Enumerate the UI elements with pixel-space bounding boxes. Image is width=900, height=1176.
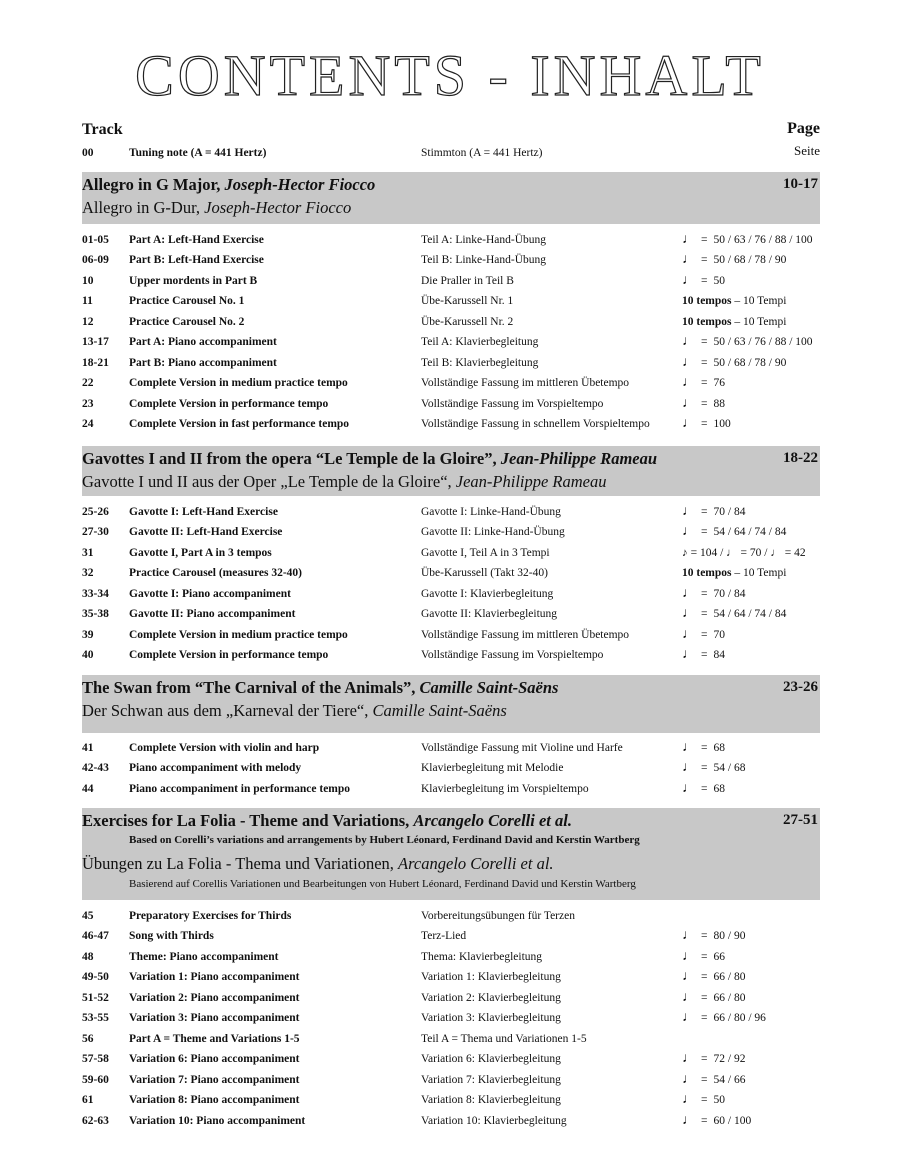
track-row xyxy=(82,1008,822,1028)
track-row xyxy=(82,563,822,583)
quarter-note-icon: ♩ xyxy=(682,1071,696,1087)
track-title-en: Practice Carousel (measures 32-40) xyxy=(129,567,302,580)
section-name-de: Allegro in G-Dur, xyxy=(82,198,205,217)
track-row xyxy=(82,1090,822,1110)
tempo-values: 50 / 68 / 78 / 90 xyxy=(713,356,787,369)
section-name-en: Gavottes I and II from the opera “Le Temple de la Gloire”, xyxy=(82,449,501,468)
track-title-en: Variation 6: Piano accompaniment xyxy=(129,1053,300,1066)
track-row xyxy=(82,988,822,1008)
track-number: 32 xyxy=(82,567,94,580)
track-tempo xyxy=(682,988,745,1008)
track-title-de: Vollständige Fassung im Vorspieltempo xyxy=(421,649,604,662)
equals-sign: = xyxy=(701,742,708,754)
track-title-de: Übe-Karussell (Takt 32-40) xyxy=(421,567,548,580)
track-number: 33-34 xyxy=(82,587,109,600)
tempo-values: 70 / 84 xyxy=(713,587,746,600)
track-title-de: Gavotte I: Klavierbegleitung xyxy=(421,587,554,600)
quarter-note-icon: ♩ xyxy=(682,626,696,642)
track-row xyxy=(82,584,822,604)
track-number: 44 xyxy=(82,782,94,795)
quarter-note-icon: ♩ xyxy=(682,606,696,622)
quarter-note-icon: ♩ xyxy=(682,740,696,755)
track-title-en: Piano accompaniment in performance tempo xyxy=(129,782,351,795)
track-tempo xyxy=(682,967,745,987)
section-title-de xyxy=(82,854,554,874)
track-title-de: Teil B: Linke-Hand-Übung xyxy=(421,254,547,267)
tempi-count: – 10 Tempi xyxy=(731,315,787,328)
track-tempo xyxy=(682,414,731,434)
tempo-values: 66 / 80 xyxy=(713,971,746,984)
equals-sign: = xyxy=(701,1053,708,1066)
track-row xyxy=(82,250,822,270)
quarter-note-icon: ♩ xyxy=(682,928,696,944)
quarter-note-icon: ♩ xyxy=(682,1092,696,1108)
track-number: 01-05 xyxy=(82,234,109,246)
track-tempo xyxy=(682,947,725,967)
track-title-de: Thema: Klavierbegleitung xyxy=(421,950,543,963)
quarter-note-icon: ♩ xyxy=(682,334,696,350)
track-number: 40 xyxy=(82,649,94,662)
quarter-note-icon: ♩ xyxy=(682,989,696,1005)
quarter-note-icon: ♩ xyxy=(682,780,696,796)
track-tempo xyxy=(682,779,725,799)
track-row xyxy=(82,926,822,946)
tempo-values: 60 / 100 xyxy=(713,1114,752,1127)
track-title-en: Practice Carousel No. 2 xyxy=(129,315,245,328)
section-title-de xyxy=(82,198,351,218)
section-header xyxy=(82,172,820,224)
equals-sign: = xyxy=(701,1073,708,1086)
track-tempo xyxy=(682,394,725,414)
track-title-de: Variation 7: Klavierbegleitung xyxy=(421,1073,561,1086)
equals-sign: = xyxy=(701,782,708,795)
track-title-de: Variation 1: Klavierbegleitung xyxy=(421,971,561,984)
equals-sign: = xyxy=(701,1094,708,1107)
track-tempo xyxy=(682,250,786,270)
track-title-de: Variation 2: Klavierbegleitung xyxy=(421,991,561,1004)
track-tempo xyxy=(682,271,725,291)
section-header xyxy=(82,675,820,733)
quarter-note-icon: ♩ xyxy=(682,760,696,776)
track-row xyxy=(82,947,822,967)
track-title-en: Complete Version in performance tempo xyxy=(129,397,329,410)
section-name-de: Gavotte I und II aus der Oper „Le Temple de la Gloire“, xyxy=(82,472,456,491)
quarter-note-icon: ♩ xyxy=(682,395,696,411)
track-tempo xyxy=(682,563,786,583)
track-tempo xyxy=(682,584,745,604)
track-title-en: Part B: Left-Hand Exercise xyxy=(129,254,264,267)
track-title-de: Übe-Karussell Nr. 2 xyxy=(421,315,514,328)
track-title-en: Upper mordents in Part B xyxy=(129,274,258,287)
track-number: 12 xyxy=(82,315,94,328)
section-pages: 27-51 xyxy=(783,812,818,828)
track-row xyxy=(82,522,822,542)
track-title-de: Stimmton (A = 441 Hertz) xyxy=(421,147,543,159)
track-number: 48 xyxy=(82,950,94,963)
quarter-note-icon: ♩ xyxy=(682,504,696,519)
track-title-en: Song with Thirds xyxy=(129,930,214,943)
track-number: 13-17 xyxy=(82,336,109,349)
track-tempo xyxy=(682,312,786,332)
equals-sign: = xyxy=(701,608,708,621)
quarter-note-icon: ♩ xyxy=(682,948,696,964)
tempo-values: 54 / 64 / 74 / 84 xyxy=(713,526,787,539)
track-tempo xyxy=(682,230,813,250)
track-number: 53-55 xyxy=(82,1012,109,1025)
section-name-en: Allegro in G Major, xyxy=(82,175,225,194)
track-row xyxy=(82,1029,822,1049)
section-name-de: Übungen zu La Folia - Thema und Variationen, xyxy=(82,854,399,873)
track-title-de: Gavotte II: Klavierbegleitung xyxy=(421,608,558,621)
track-title-en: Gavotte I: Left-Hand Exercise xyxy=(129,506,278,518)
section-pages: 10-17 xyxy=(783,176,818,192)
track-title-en: Variation 10: Piano accompaniment xyxy=(129,1114,306,1127)
track-title-de: Gavotte II: Linke-Hand-Übung xyxy=(421,526,565,539)
track-tempo xyxy=(682,625,725,645)
tempo-values: 54 / 64 / 74 / 84 xyxy=(713,608,787,621)
tempo-values: 50 xyxy=(713,1094,725,1107)
section-subtitle-de: Basierend auf Corellis Variationen und Bearbeitungen von Hubert Léonard, Ferdinand David und Kerstin Wartberg xyxy=(129,878,636,890)
track-tempo xyxy=(682,353,786,373)
page-column-header: Page xyxy=(787,120,820,137)
section-composer-en: Arcangelo Corelli et al. xyxy=(413,811,572,830)
track-tempo xyxy=(682,645,725,665)
track-title-en: Gavotte I, Part A in 3 tempos xyxy=(129,546,272,559)
track-title-en: Part A = Theme and Variations 1-5 xyxy=(129,1032,300,1045)
section-composer-en: Camille Saint-Saëns xyxy=(419,678,559,697)
track-title-de: Vollständige Fassung im Vorspieltempo xyxy=(421,397,604,410)
track-title-de: Teil A: Linke-Hand-Übung xyxy=(421,234,547,246)
track-number: 51-52 xyxy=(82,991,109,1004)
equals-sign: = xyxy=(701,526,708,539)
tempo-values: 54 / 68 xyxy=(713,762,746,775)
track-row xyxy=(82,625,822,645)
section-title-de xyxy=(82,472,607,492)
track-title-en: Variation 1: Piano accompaniment xyxy=(129,971,300,984)
tempo-values: 88 xyxy=(713,397,725,410)
track-tempo xyxy=(682,1111,751,1131)
section-header xyxy=(82,446,820,496)
track-number: 25-26 xyxy=(82,506,109,518)
track-number: 61 xyxy=(82,1094,94,1107)
tempo-values: 70 / 84 xyxy=(713,506,746,518)
track-title-en: Variation 3: Piano accompaniment xyxy=(129,1012,300,1025)
track-number: 06-09 xyxy=(82,254,109,267)
track-title-de: Vollständige Fassung im mittleren Übetempo xyxy=(421,377,630,390)
track-row xyxy=(82,291,822,311)
track-title-en: Variation 2: Piano accompaniment xyxy=(129,991,300,1004)
track-tempo xyxy=(682,332,813,352)
tempos-count: 10 tempos xyxy=(682,567,732,580)
track-title-en: Complete Version in performance tempo xyxy=(129,649,329,662)
track-title-en: Complete Version in medium practice tempo xyxy=(129,628,348,641)
page-title: CONTENTS - INHALT xyxy=(135,43,765,108)
track-title-de: Terz-Lied xyxy=(421,930,467,943)
equals-sign: = xyxy=(701,950,708,963)
tempo-values: 50 / 63 / 76 / 88 / 100 xyxy=(713,336,813,349)
tempo-values: 66 / 80 xyxy=(713,991,746,1004)
track-title-en: Gavotte II: Piano accompaniment xyxy=(129,608,296,621)
tuning-row xyxy=(82,143,822,163)
track-row xyxy=(82,332,822,352)
track-title-en: Part A: Piano accompaniment xyxy=(129,336,277,349)
section-name-en: Exercises for La Folia - Theme and Variations, xyxy=(82,811,414,830)
track-title-de: Teil A: Klavierbegleitung xyxy=(421,336,539,349)
track-row xyxy=(82,312,822,332)
section-composer-de: Joseph-Hector Fiocco xyxy=(204,198,352,217)
track-number: 46-47 xyxy=(82,930,109,943)
tempo-values: 80 / 90 xyxy=(713,930,746,943)
track-row xyxy=(82,738,822,758)
track-tempo xyxy=(682,291,786,311)
track-title-de: Gavotte I: Linke-Hand-Übung xyxy=(421,506,561,518)
quarter-note-icon: ♩ xyxy=(682,375,696,391)
tempo-values: 50 / 68 / 78 / 90 xyxy=(713,254,787,267)
track-title-en: Variation 8: Piano accompaniment xyxy=(129,1094,300,1107)
track-row xyxy=(82,271,822,291)
equals-sign: = xyxy=(701,336,708,349)
equals-sign: = xyxy=(701,587,708,600)
tempo-values: 50 xyxy=(713,274,725,287)
track-title-en: Tuning note (A = 441 Hertz) xyxy=(129,147,267,159)
section-title-en xyxy=(82,175,375,195)
section-pages: 23-26 xyxy=(783,679,818,695)
section-title-en xyxy=(82,811,572,831)
equals-sign: = xyxy=(701,649,708,662)
track-row xyxy=(82,645,822,665)
tempo-values: 54 / 66 xyxy=(713,1073,746,1086)
track-tempo xyxy=(682,604,786,624)
track-title-de: Variation 10: Klavierbegleitung xyxy=(421,1114,567,1127)
track-title-en: Part B: Piano accompaniment xyxy=(129,356,277,369)
equals-sign: = xyxy=(701,1114,708,1127)
tempo-values: 68 xyxy=(713,782,725,795)
tempo-values: 66 xyxy=(713,950,725,963)
section-composer-en: Joseph-Hector Fiocco xyxy=(224,175,376,194)
track-title-de: Teil A = Thema und Variationen 1-5 xyxy=(421,1032,587,1045)
quarter-note-icon: ♩ xyxy=(682,585,696,601)
quarter-note-icon: ♩ xyxy=(682,416,696,432)
tempo-values: 70 xyxy=(713,628,725,641)
tempo-values: ♪ = 104 / ♩ = 70 / ♩ = 42 xyxy=(682,546,806,559)
track-row xyxy=(82,502,822,522)
tempos-count: 10 tempos xyxy=(682,295,732,308)
track-title-de: Vollständige Fassung im mittleren Übetempo xyxy=(421,628,630,641)
track-number: 31 xyxy=(82,546,94,559)
track-title-en: Preparatory Exercises for Thirds xyxy=(129,910,292,922)
track-title-en: Gavotte II: Left-Hand Exercise xyxy=(129,526,283,539)
track-title-de: Gavotte I, Teil A in 3 Tempi xyxy=(421,546,550,559)
track-number: 10 xyxy=(82,274,94,287)
track-row xyxy=(82,373,822,393)
track-number: 45 xyxy=(82,910,94,922)
track-tempo xyxy=(682,373,725,393)
tempi-count: – 10 Tempi xyxy=(731,567,787,580)
track-row xyxy=(82,353,822,373)
tempo-values: 68 xyxy=(713,742,725,754)
tempo-values: 100 xyxy=(713,418,731,431)
track-row xyxy=(82,414,822,434)
quarter-note-icon: ♩ xyxy=(682,1010,696,1026)
track-tempo xyxy=(682,1008,766,1028)
track-number: 62-63 xyxy=(82,1114,109,1127)
equals-sign: = xyxy=(701,234,708,246)
section-title-en xyxy=(82,449,657,469)
tempi-count: – 10 Tempi xyxy=(731,295,787,308)
track-tempo xyxy=(682,543,806,563)
track-title-de: Vollständige Fassung in schnellem Vorspieltempo xyxy=(421,418,650,431)
track-title-en: Theme: Piano accompaniment xyxy=(129,950,279,963)
track-title-de: Übe-Karussell Nr. 1 xyxy=(421,295,514,308)
track-row xyxy=(82,230,822,250)
track-title-de: Variation 6: Klavierbegleitung xyxy=(421,1053,561,1066)
track-title-de: Variation 8: Klavierbegleitung xyxy=(421,1094,561,1107)
tempo-values: 72 / 92 xyxy=(713,1053,746,1066)
track-tempo xyxy=(682,1049,745,1069)
track-title-en: Part A: Left-Hand Exercise xyxy=(129,234,264,246)
track-number: 35-38 xyxy=(82,608,109,621)
section-title-en xyxy=(82,678,558,698)
equals-sign: = xyxy=(701,930,708,943)
quarter-note-icon: ♩ xyxy=(682,354,696,370)
section-subtitle-en: Based on Corelli’s variations and arrangements by Hubert Léonard, Ferdinand David and Kerstin Wartberg xyxy=(129,834,640,846)
track-tempo xyxy=(682,1070,745,1090)
track-row xyxy=(82,967,822,987)
track-row xyxy=(82,1070,822,1090)
track-number: 56 xyxy=(82,1032,94,1045)
section-composer-de: Camille Saint-Saëns xyxy=(372,701,507,720)
tempo-values: 50 / 63 / 76 / 88 / 100 xyxy=(713,234,813,246)
track-number: 59-60 xyxy=(82,1073,109,1086)
track-number: 41 xyxy=(82,742,94,754)
track-number: 24 xyxy=(82,418,94,431)
track-title-de: Variation 3: Klavierbegleitung xyxy=(421,1012,561,1025)
track-title-en: Variation 7: Piano accompaniment xyxy=(129,1073,300,1086)
track-title-de: Teil B: Klavierbegleitung xyxy=(421,356,539,369)
track-tempo xyxy=(682,502,745,522)
equals-sign: = xyxy=(701,418,708,431)
track-tempo xyxy=(682,1090,725,1110)
equals-sign: = xyxy=(701,506,708,518)
equals-sign: = xyxy=(701,254,708,267)
quarter-note-icon: ♩ xyxy=(682,252,696,268)
section-pages: 18-22 xyxy=(783,450,818,466)
track-row xyxy=(82,1049,822,1069)
track-number: 00 xyxy=(82,147,94,159)
quarter-note-icon: ♩ xyxy=(682,969,696,985)
track-row xyxy=(82,394,822,414)
quarter-note-icon: ♩ xyxy=(682,272,696,288)
track-tempo xyxy=(682,926,745,946)
equals-sign: = xyxy=(701,397,708,410)
track-row xyxy=(82,758,822,778)
tempos-count: 10 tempos xyxy=(682,315,732,328)
track-number: 22 xyxy=(82,377,94,390)
track-number: 18-21 xyxy=(82,356,109,369)
track-title-de: Klavierbegleitung im Vorspieltempo xyxy=(421,782,589,795)
track-row xyxy=(82,779,822,799)
quarter-note-icon: ♩ xyxy=(682,1112,696,1128)
track-number: 42-43 xyxy=(82,762,109,775)
track-row xyxy=(82,906,822,926)
equals-sign: = xyxy=(701,377,708,390)
track-tempo xyxy=(682,522,786,542)
tempo-values: 76 xyxy=(713,377,725,390)
section-title-de xyxy=(82,701,507,721)
track-row xyxy=(82,543,822,563)
section-name-de: Der Schwan aus dem „Karneval der Tiere“, xyxy=(82,701,373,720)
track-row xyxy=(82,1111,822,1131)
track-column-header: Track xyxy=(82,121,123,138)
track-row xyxy=(82,604,822,624)
equals-sign: = xyxy=(701,971,708,984)
track-title-en: Complete Version in fast performance tempo xyxy=(129,418,350,431)
track-number: 27-30 xyxy=(82,526,109,539)
equals-sign: = xyxy=(701,628,708,641)
equals-sign: = xyxy=(701,762,708,775)
quarter-note-icon: ♩ xyxy=(682,647,696,663)
equals-sign: = xyxy=(701,1012,708,1025)
section-header xyxy=(82,808,820,900)
track-number: 57-58 xyxy=(82,1053,109,1066)
track-title-en: Gavotte I: Piano accompaniment xyxy=(129,587,291,600)
section-composer-de: Arcangelo Corelli et al. xyxy=(398,854,554,873)
tempo-values: 66 / 80 / 96 xyxy=(713,1012,766,1025)
track-title-de: Vollständige Fassung mit Violine und Harfe xyxy=(421,742,623,754)
track-number: 39 xyxy=(82,628,94,641)
seite-column-header: Seite xyxy=(794,143,820,158)
track-title-de: Vorbereitungsübungen für Terzen xyxy=(421,910,575,922)
section-composer-de: Jean-Philippe Rameau xyxy=(455,472,607,491)
quarter-note-icon: ♩ xyxy=(682,1051,696,1067)
equals-sign: = xyxy=(701,356,708,369)
track-tempo xyxy=(682,758,745,778)
track-number: 49-50 xyxy=(82,971,109,984)
section-name-en: The Swan from “The Carnival of the Animals”, xyxy=(82,678,420,697)
track-title-en: Complete Version with violin and harp xyxy=(129,742,320,754)
track-title-de: Klavierbegleitung mit Melodie xyxy=(421,762,564,775)
track-title-en: Complete Version in medium practice tempo xyxy=(129,377,348,390)
section-composer-en: Jean-Philippe Rameau xyxy=(500,449,658,468)
track-tempo xyxy=(682,738,725,758)
quarter-note-icon: ♩ xyxy=(682,232,696,247)
track-title-en: Practice Carousel No. 1 xyxy=(129,295,245,308)
tempo-values: 84 xyxy=(713,649,725,662)
track-title-de: Die Praller in Teil B xyxy=(421,274,514,287)
track-number: 11 xyxy=(82,295,93,308)
track-number: 23 xyxy=(82,397,94,410)
track-title-en: Piano accompaniment with melody xyxy=(129,762,302,775)
equals-sign: = xyxy=(701,274,708,287)
quarter-note-icon: ♩ xyxy=(682,524,696,540)
equals-sign: = xyxy=(701,991,708,1004)
